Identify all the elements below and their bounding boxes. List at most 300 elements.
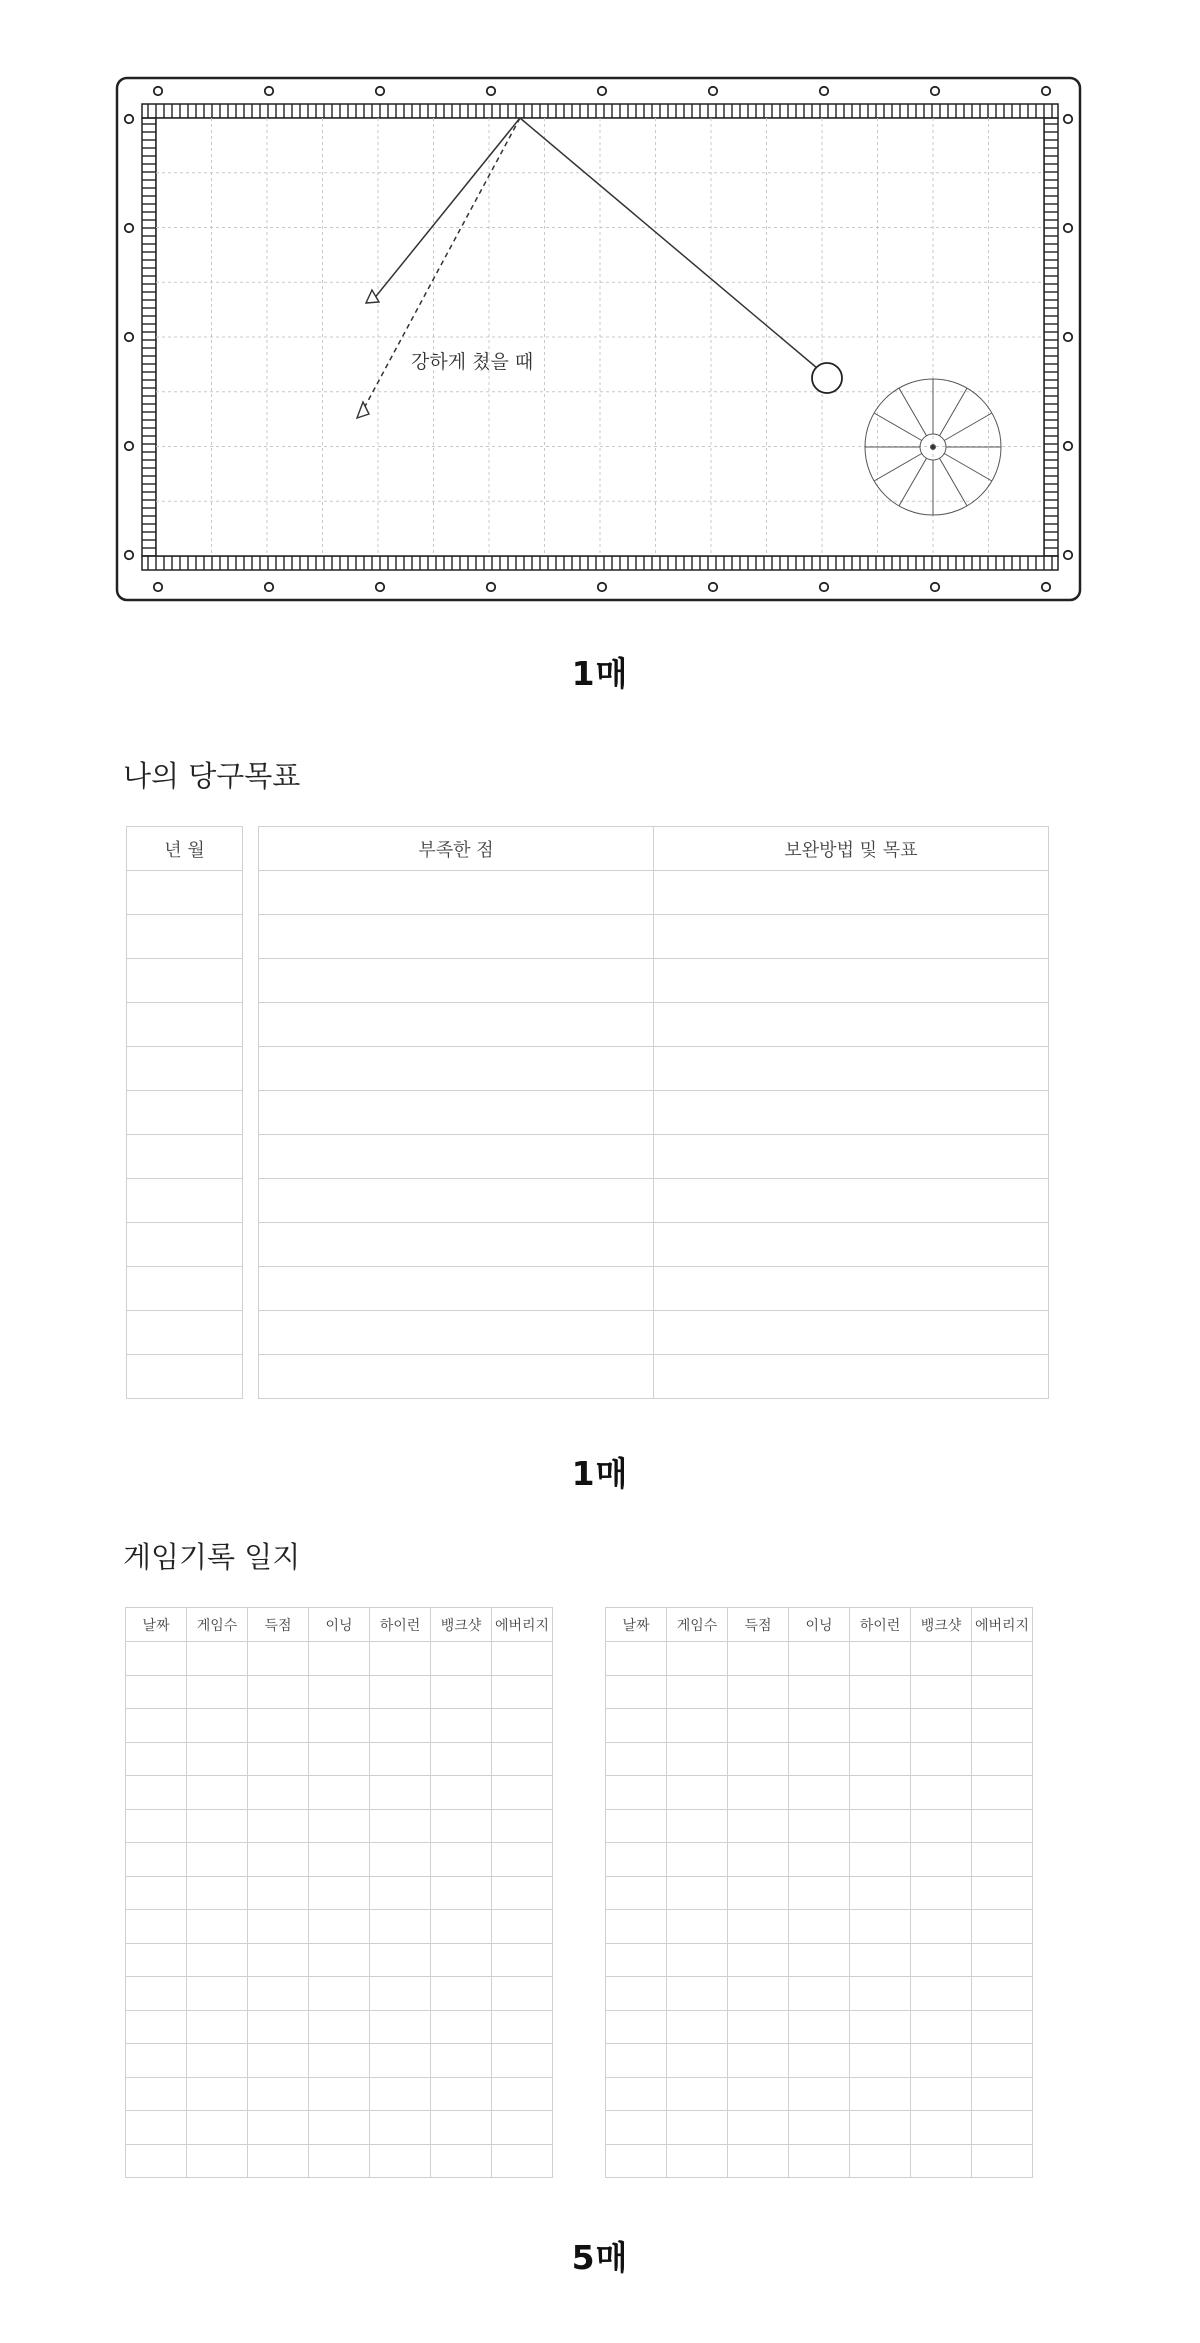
table-cell (187, 1642, 248, 1676)
table-cell (789, 2144, 850, 2178)
table-row (606, 2144, 1033, 2178)
table-cell (126, 2010, 187, 2044)
table-cell (187, 1910, 248, 1944)
table-row (126, 1809, 553, 1843)
table-cell (911, 1910, 972, 1944)
table-cell (606, 2144, 667, 2178)
table-cell (728, 1910, 789, 1944)
table-cell (126, 1675, 187, 1709)
table-cell (126, 1943, 187, 1977)
date-cell (127, 1267, 243, 1311)
date-cell (127, 1311, 243, 1355)
table-cell (431, 2044, 492, 2078)
table-cell (789, 1977, 850, 2011)
weakness-cell (259, 871, 654, 915)
table-cell (248, 2077, 309, 2111)
table-cell (972, 1910, 1033, 1944)
table-cell (248, 2111, 309, 2145)
column-header: 게임수 (187, 1608, 248, 1642)
table-row (127, 1267, 243, 1311)
table-row (606, 1675, 1033, 1709)
table-cell (126, 1910, 187, 1944)
diamond-marker (1064, 115, 1072, 123)
table-row (259, 1311, 1049, 1355)
table-cell (126, 1642, 187, 1676)
weakness-cell (259, 959, 654, 1003)
col-weakness-header: 부족한 점 (259, 827, 654, 871)
table-cell (850, 1709, 911, 1743)
diamond-marker (1042, 87, 1050, 95)
goals-date-table (126, 826, 243, 1399)
table-cell (248, 1843, 309, 1877)
plan-cell (654, 1003, 1049, 1047)
table-cell (789, 2111, 850, 2145)
table-cell (606, 1642, 667, 1676)
plan-cell (654, 1135, 1049, 1179)
table-row (126, 2144, 553, 2178)
table-cell (248, 1642, 309, 1676)
date-cell (127, 1179, 243, 1223)
table-row (126, 2044, 553, 2078)
date-cell (127, 1223, 243, 1267)
table-cell (126, 1809, 187, 1843)
date-cell (127, 1355, 243, 1399)
table-row (126, 1642, 553, 1676)
table-cell (667, 1876, 728, 1910)
table-row (127, 959, 243, 1003)
table-cell (370, 1843, 431, 1877)
table-row (606, 1977, 1033, 2011)
table-cell (850, 2077, 911, 2111)
table-cell (492, 2044, 553, 2078)
table-cell (309, 1876, 370, 1910)
table-cell (728, 1977, 789, 2011)
table-row (259, 959, 1049, 1003)
table-cell (248, 1809, 309, 1843)
table-cell (492, 1943, 553, 1977)
table-cell (370, 1977, 431, 2011)
table-row (127, 1311, 243, 1355)
table-row (606, 1742, 1033, 1776)
table-row (606, 1642, 1033, 1676)
table-cell (492, 2111, 553, 2145)
table-cell (187, 1843, 248, 1877)
table-row (606, 1843, 1033, 1877)
weakness-cell (259, 1135, 654, 1179)
table-row (606, 1809, 1033, 1843)
table-cell (911, 1742, 972, 1776)
diamond-marker (1064, 333, 1072, 341)
table-row (606, 2010, 1033, 2044)
table-cell (187, 2044, 248, 2078)
table-cell (606, 2010, 667, 2044)
table-row (259, 915, 1049, 959)
table-cell (667, 1910, 728, 1944)
table-cell (431, 2111, 492, 2145)
table-cell (667, 1943, 728, 1977)
diamond-marker (820, 583, 828, 591)
plan-cell (654, 871, 1049, 915)
date-cell (127, 1003, 243, 1047)
column-header: 게임수 (667, 1608, 728, 1642)
table-cell (370, 1709, 431, 1743)
table-cell (667, 1809, 728, 1843)
cue-ball (812, 363, 842, 393)
table-cell (248, 1943, 309, 1977)
table-cell (431, 1843, 492, 1877)
diamond-marker (487, 583, 495, 591)
table-cell (728, 1943, 789, 1977)
table-cell (187, 2144, 248, 2178)
table-cell (370, 2144, 431, 2178)
table-cell (370, 1943, 431, 1977)
table-cell (126, 2044, 187, 2078)
diamond-marker (1064, 224, 1072, 232)
table-row (126, 1709, 553, 1743)
table-cell (972, 1943, 1033, 1977)
table-row (259, 1223, 1049, 1267)
plan-cell (654, 1091, 1049, 1135)
table-cell (850, 1642, 911, 1676)
table-cell (911, 2044, 972, 2078)
date-cell (127, 1135, 243, 1179)
table-cell (126, 1776, 187, 1810)
table-cell (667, 1675, 728, 1709)
diamond-marker (154, 583, 162, 591)
table-cell (972, 2144, 1033, 2178)
table-cell (431, 1642, 492, 1676)
diamond-marker (265, 87, 273, 95)
diamond-marker (709, 87, 717, 95)
table-cell (431, 2144, 492, 2178)
table-row (126, 1776, 553, 1810)
table-cell (492, 1876, 553, 1910)
table-cell (789, 1910, 850, 1944)
table-cell (667, 1776, 728, 1810)
table-cell (492, 1776, 553, 1810)
table-row (259, 1267, 1049, 1311)
diamond-marker (125, 551, 133, 559)
table-row (126, 1742, 553, 1776)
table-cell (309, 2144, 370, 2178)
table-cell (492, 1809, 553, 1843)
table-cell (370, 1876, 431, 1910)
table-cell (667, 1742, 728, 1776)
table-row (127, 871, 243, 915)
table-cell (667, 1642, 728, 1676)
table-cell (667, 1843, 728, 1877)
table-cell (972, 1843, 1033, 1877)
plan-cell (654, 1179, 1049, 1223)
table-row (126, 1943, 553, 1977)
plan-cell (654, 1355, 1049, 1399)
table-cell (667, 2010, 728, 2044)
table-cell (431, 1910, 492, 1944)
table-row (127, 1223, 243, 1267)
diagram-sheet-count: 1매 (571, 654, 629, 693)
date-cell (127, 1047, 243, 1091)
table-cell (789, 1642, 850, 1676)
plan-cell (654, 959, 1049, 1003)
date-cell (127, 871, 243, 915)
date-cell (127, 1091, 243, 1135)
table-cell (187, 1943, 248, 1977)
table-cell (911, 1977, 972, 2011)
table-row (127, 915, 243, 959)
table-cell (972, 1876, 1033, 1910)
table-cell (370, 2077, 431, 2111)
weakness-cell (259, 1311, 654, 1355)
table-row (259, 871, 1049, 915)
diamond-marker (154, 87, 162, 95)
game-log-table-right (605, 1607, 1033, 2178)
table-cell (370, 2111, 431, 2145)
table-cell (606, 1675, 667, 1709)
table-cell (309, 1977, 370, 2011)
table-cell (309, 1910, 370, 1944)
table-cell (972, 1809, 1033, 1843)
table-cell (667, 2111, 728, 2145)
diamond-marker (709, 583, 717, 591)
table-cell (309, 2111, 370, 2145)
table-row (127, 1179, 243, 1223)
game-log-title: 게임기록 일지 (123, 1540, 301, 1574)
table-cell (728, 2144, 789, 2178)
table-cell (972, 1742, 1033, 1776)
table-cell (972, 1776, 1033, 1810)
table-row (126, 1843, 553, 1877)
weakness-cell (259, 1223, 654, 1267)
diamond-marker (931, 87, 939, 95)
table-cell (492, 1977, 553, 2011)
table-cell (789, 2077, 850, 2111)
table-cell (370, 1809, 431, 1843)
table-row (127, 1091, 243, 1135)
table-cell (187, 1776, 248, 1810)
game-log-sheet-count: 5매 (571, 2238, 629, 2277)
table-cell (850, 1809, 911, 1843)
table-cell (126, 2111, 187, 2145)
table-cell (850, 1876, 911, 1910)
table-row (126, 1876, 553, 1910)
column-header: 이닝 (789, 1608, 850, 1642)
table-cell (248, 2044, 309, 2078)
table-cell (309, 1675, 370, 1709)
table-cell (606, 2044, 667, 2078)
table-cell (667, 1709, 728, 1743)
table-cell (911, 2010, 972, 2044)
strong-shot-label: 강하게 쳤을 때 (411, 351, 534, 373)
table-cell (606, 1977, 667, 2011)
table-cell (728, 1742, 789, 1776)
goals-title: 나의 당구목표 (123, 759, 301, 793)
table-cell (911, 2144, 972, 2178)
table-cell (911, 1843, 972, 1877)
table-cell (492, 1910, 553, 1944)
table-cell (606, 1910, 667, 1944)
table-row (606, 1776, 1033, 1810)
table-row (259, 1091, 1049, 1135)
table-cell (309, 2077, 370, 2111)
column-header: 하이런 (370, 1608, 431, 1642)
table-cell (667, 2077, 728, 2111)
table-row (127, 1047, 243, 1091)
table-cell (667, 2144, 728, 2178)
table-row (127, 1355, 243, 1399)
table-cell (911, 1709, 972, 1743)
table-cell (606, 2111, 667, 2145)
table-cell (431, 1675, 492, 1709)
table-cell (606, 1943, 667, 1977)
table-cell (972, 1977, 1033, 2011)
table-cell (187, 1742, 248, 1776)
table-cell (309, 1642, 370, 1676)
table-cell (789, 1709, 850, 1743)
table-row (126, 1910, 553, 1944)
table-row (126, 2077, 553, 2111)
table-cell (911, 2111, 972, 2145)
column-header: 날짜 (606, 1608, 667, 1642)
table-cell (431, 1943, 492, 1977)
table-cell (850, 1675, 911, 1709)
diamond-marker (598, 87, 606, 95)
plan-cell (654, 1267, 1049, 1311)
table-cell (789, 1675, 850, 1709)
table-cell (248, 1709, 309, 1743)
plan-cell (654, 1311, 1049, 1355)
table-cell (850, 1910, 911, 1944)
table-cell (850, 2044, 911, 2078)
table-cell (789, 2044, 850, 2078)
table-cell (187, 1709, 248, 1743)
diamond-marker (376, 583, 384, 591)
table-cell (309, 2044, 370, 2078)
column-header: 뱅크샷 (911, 1608, 972, 1642)
table-cell (492, 1709, 553, 1743)
table-cell (728, 1675, 789, 1709)
table-row (126, 1675, 553, 1709)
table-row (126, 2111, 553, 2145)
table-cell (187, 1977, 248, 2011)
table-cell (850, 2111, 911, 2145)
weakness-cell (259, 1267, 654, 1311)
table-row (606, 1876, 1033, 1910)
table-cell (911, 2077, 972, 2111)
table-row (606, 1910, 1033, 1944)
table-row (259, 1047, 1049, 1091)
column-header: 득점 (248, 1608, 309, 1642)
table-cell (187, 1876, 248, 1910)
plan-cell (654, 1223, 1049, 1267)
table-cell (431, 1742, 492, 1776)
table-cell (728, 1809, 789, 1843)
table-cell (911, 1943, 972, 1977)
table-cell (972, 1642, 1033, 1676)
table-cell (606, 2077, 667, 2111)
table-cell (248, 2010, 309, 2044)
table-cell (187, 1675, 248, 1709)
table-cell (606, 1809, 667, 1843)
table-cell (911, 1642, 972, 1676)
table-cell (972, 1675, 1033, 1709)
diamond-marker (1064, 442, 1072, 450)
column-header: 하이런 (850, 1608, 911, 1642)
column-header: 이닝 (309, 1608, 370, 1642)
table-cell (850, 1977, 911, 2011)
table-cell (850, 2144, 911, 2178)
table-cell (126, 2077, 187, 2111)
diamond-marker (265, 583, 273, 591)
plan-cell (654, 915, 1049, 959)
column-header: 에버리지 (492, 1608, 553, 1642)
table-cell (431, 1809, 492, 1843)
table-cell (728, 2111, 789, 2145)
table-cell (248, 1742, 309, 1776)
table-row (126, 1977, 553, 2011)
table-cell (248, 1910, 309, 1944)
diamond-marker (125, 333, 133, 341)
table-cell (606, 1709, 667, 1743)
table-row (606, 2044, 1033, 2078)
diamond-marker (487, 87, 495, 95)
plan-cell (654, 1047, 1049, 1091)
table-cell (309, 2010, 370, 2044)
table-cell (370, 1910, 431, 1944)
goals-sheet-count: 1매 (571, 1454, 629, 1493)
diamond-marker (1064, 551, 1072, 559)
table-cell (789, 1943, 850, 1977)
table-cell (972, 2111, 1033, 2145)
table-cell (911, 1809, 972, 1843)
table-cell (972, 1709, 1033, 1743)
table-cell (370, 2044, 431, 2078)
table-cell (248, 1876, 309, 1910)
date-cell (127, 959, 243, 1003)
table-cell (911, 1776, 972, 1810)
table-cell (309, 1709, 370, 1743)
table-cell (850, 1843, 911, 1877)
table-cell (248, 1776, 309, 1810)
table-row (259, 1135, 1049, 1179)
table-cell (126, 1843, 187, 1877)
table-cell (728, 1709, 789, 1743)
table-row (606, 2077, 1033, 2111)
table-row (127, 1003, 243, 1047)
table-cell (126, 1709, 187, 1743)
diamond-marker (376, 87, 384, 95)
table-cell (431, 1776, 492, 1810)
table-row (606, 2111, 1033, 2145)
diamond-marker (931, 583, 939, 591)
table-cell (370, 1642, 431, 1676)
table-cell (431, 1977, 492, 2011)
table-row (259, 1003, 1049, 1047)
table-row (126, 2010, 553, 2044)
table-cell (728, 2077, 789, 2111)
column-header: 에버리지 (972, 1608, 1033, 1642)
weakness-cell (259, 915, 654, 959)
table-cell (492, 1642, 553, 1676)
table-cell (187, 1809, 248, 1843)
table-cell (789, 2010, 850, 2044)
table-cell (606, 1742, 667, 1776)
table-cell (728, 1843, 789, 1877)
table-cell (972, 2077, 1033, 2111)
table-cell (667, 2044, 728, 2078)
table-cell (248, 1977, 309, 2011)
table-cell (789, 1876, 850, 1910)
table-cell (309, 1776, 370, 1810)
